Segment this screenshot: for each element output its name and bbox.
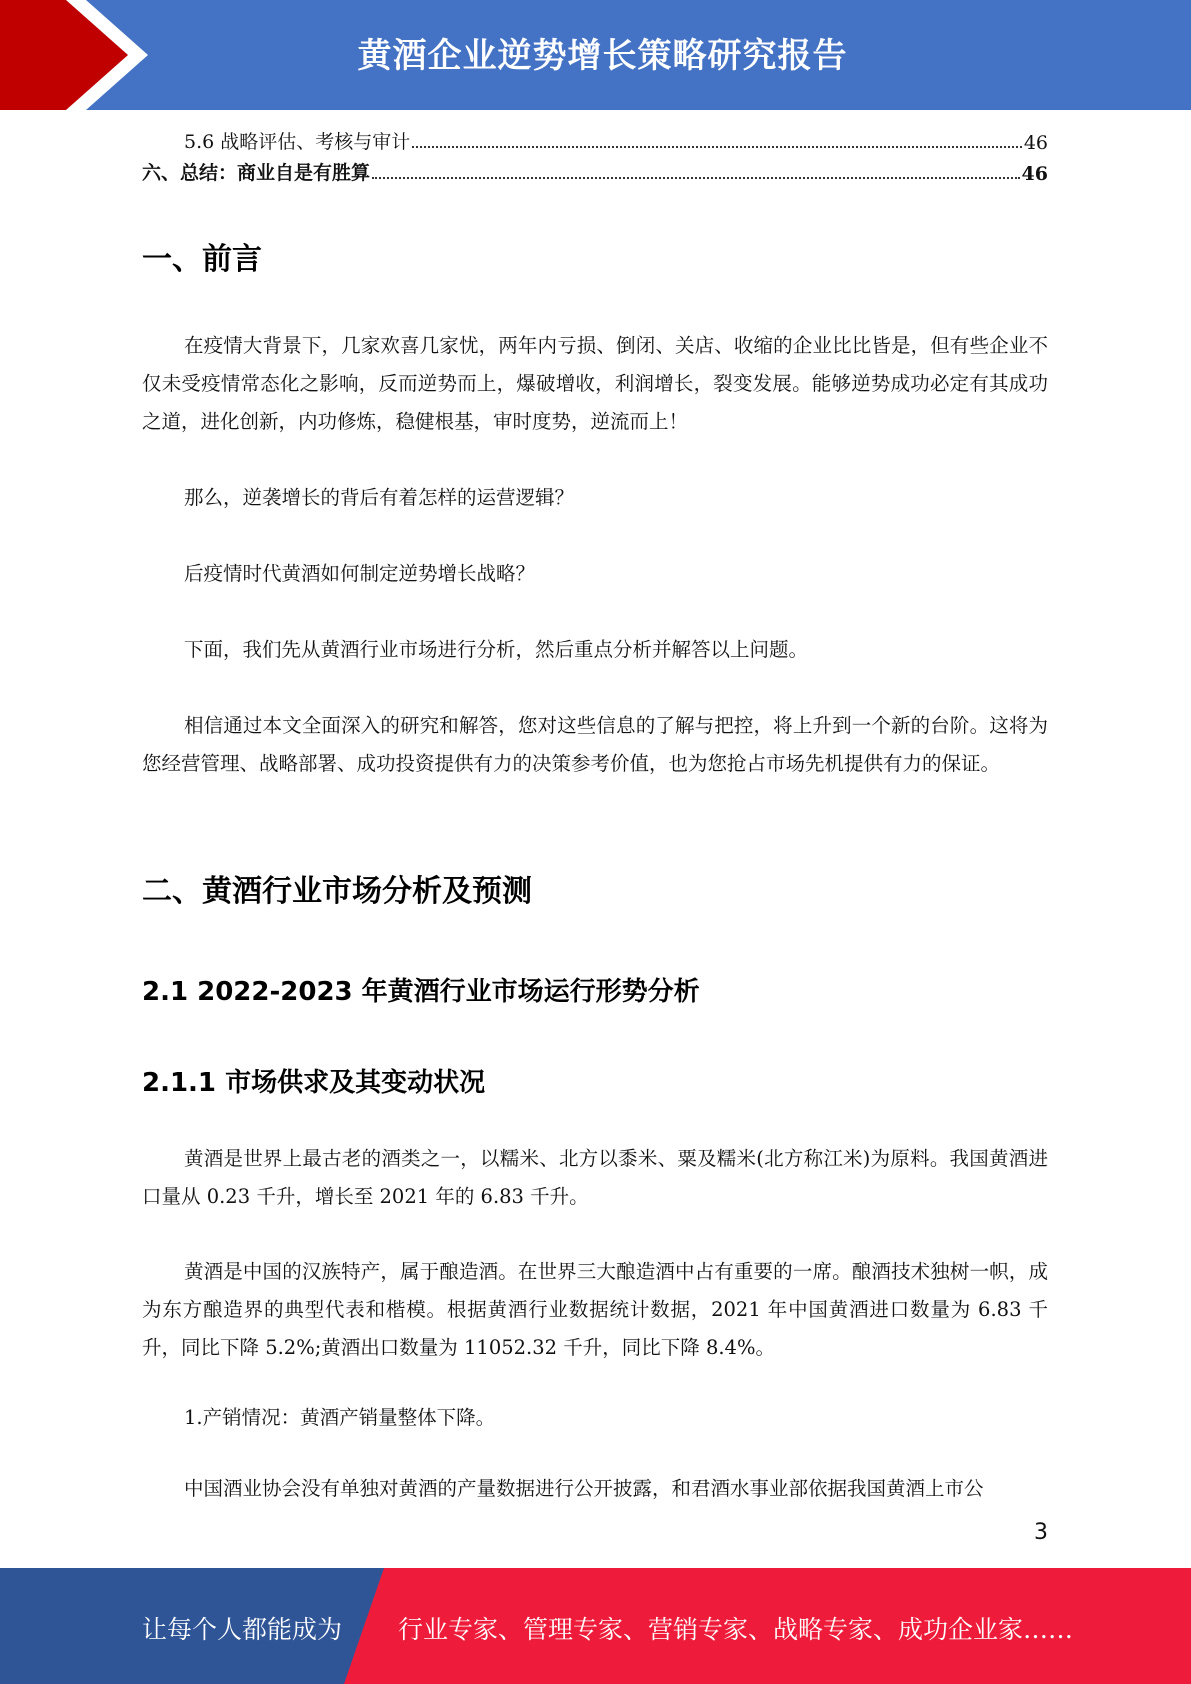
- paragraph: 中国酒业协会没有单独对黄酒的产量数据进行公开披露，和君酒水事业部依据我国黄酒上市公: [184, 1477, 984, 1500]
- footer-banner: [0, 1568, 1191, 1684]
- paragraph: 相信通过本文全面深入的研究和解答，您对这些信息的了解与把控，将上升到一个新的台阶。这将为您经营管理、战略部署、成功投资提供有力的决策参考价值，也为您抢占市场先机提供有力的保证。: [142, 714, 1048, 775]
- heading-market-trend: 2.1 2022-2023 年黄酒行业市场运行形势分析: [142, 977, 700, 1007]
- paragraph: 黄酒是世界上最古老的酒类之一，以糯米、北方以黍米、粟及糯米(北方称江米)为原料。我国黄酒进口量从 0.23 千升，增长至 2021 年的 6.83 千升。: [142, 1147, 1048, 1208]
- page-number: 3: [1034, 1520, 1048, 1545]
- toc-leader-dots: [372, 177, 1020, 179]
- heading-market-analysis: 二、黄酒行业市场分析及预测: [142, 874, 532, 909]
- toc-entry-page: 46: [1021, 163, 1048, 185]
- paragraph: 下面，我们先从黄酒行业市场进行分析，然后重点分析并解答以上问题。: [184, 638, 809, 661]
- paragraph: 黄酒是中国的汉族特产，属于酿造酒。在世界三大酿造酒中占有重要的一席。酿酒技术独树一帜，成为东方酿造界的典型代表和楷模。根据黄酒行业数据统计数据，2021 年中国黄酒进口数量为 6.83 千升，同比下降 5.2%;黄酒出口数量为 11052.32 千升，同比下降 8.4%。: [142, 1260, 1048, 1359]
- heading-supply-demand: 2.1.1 市场供求及其变动状况: [142, 1068, 486, 1098]
- footer-slogan-right: 行业专家、管理专家、营销专家、战略专家、成功企业家……: [398, 1615, 1074, 1644]
- heading-preface: 一、前言: [142, 242, 262, 277]
- toc-entry-label: 5.6 战略评估、考核与审计: [184, 131, 411, 153]
- header-banner: [0, 0, 1191, 110]
- paragraph: 1.产销情况：黄酒产销量整体下降。: [184, 1406, 496, 1429]
- toc-leader-dots: [412, 146, 1022, 148]
- toc-entry[interactable]: [142, 159, 1048, 185]
- footer-slogan-left: 让每个人都能成为: [142, 1615, 343, 1644]
- toc-entry-page: 46: [1023, 132, 1048, 154]
- toc-entry-label: 六、总结：商业自是有胜算: [142, 162, 371, 184]
- toc-entry[interactable]: [142, 128, 1048, 154]
- paragraph: 后疫情时代黄酒如何制定逆势增长战略？: [184, 562, 536, 585]
- report-title: 黄酒企业逆势增长策略研究报告: [357, 36, 848, 76]
- paragraph: 在疫情大背景下，几家欢喜几家忧，两年内亏损、倒闭、关店、收缩的企业比比皆是，但有些企业不仅未受疫情常态化之影响，反而逆势而上，爆破增收，利润增长，裂变发展。能够逆势成功必定有其成功之道，进化创新，内功修炼，稳健根基，审时度势，逆流而上！: [142, 334, 1048, 433]
- paragraph: 那么，逆袭增长的背后有着怎样的运营逻辑？: [184, 486, 575, 509]
